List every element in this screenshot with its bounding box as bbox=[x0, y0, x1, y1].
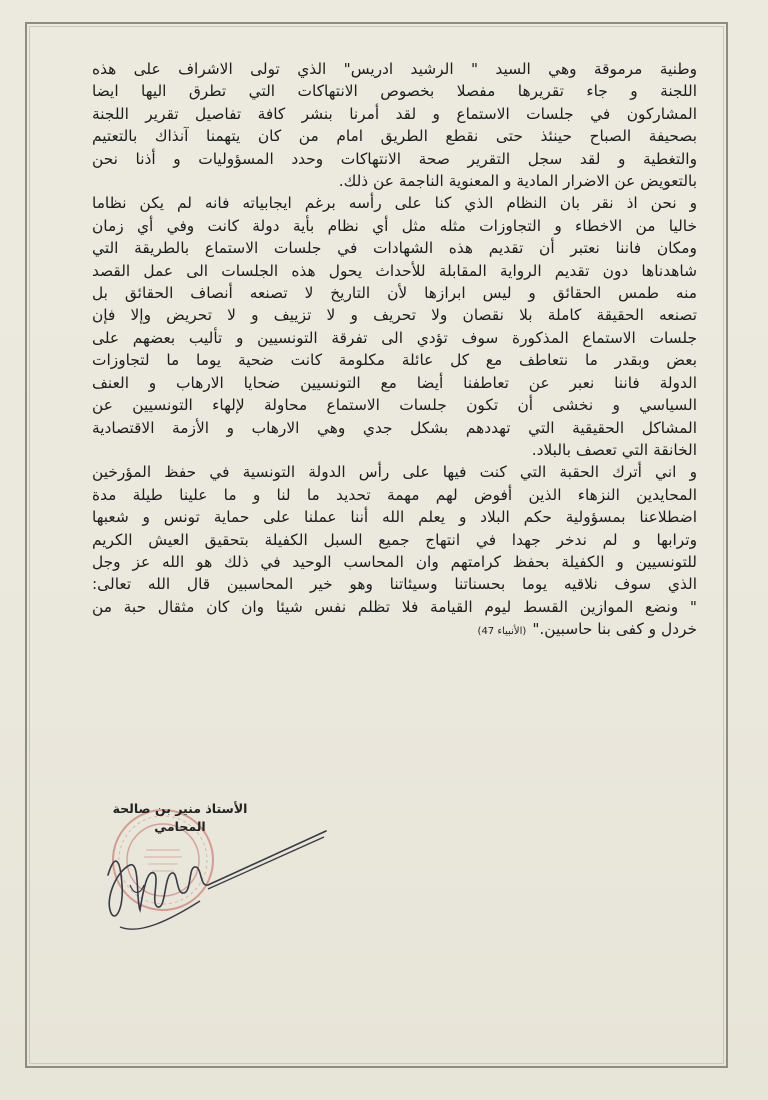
paragraph-3 bbox=[92, 461, 697, 643]
paragraph-1 bbox=[92, 58, 697, 192]
letter-body bbox=[92, 58, 697, 644]
text-line: و اني أترك الحقبة التي كنت فيها على رأس الدولة التونسية في حفظ المؤرخين bbox=[92, 463, 697, 482]
text-line: بالتعويض عن الاضرار المادية و المعنوية الناجمة عن ذلك. bbox=[338, 172, 697, 191]
text-line: السياسي و نخشى أن تكون جلسات الاستماع محاولة لإلهاء التونسيين عن bbox=[92, 396, 697, 415]
text-line: ومكان فاننا نعتبر أن تقديم هذه الشهادات في جلسات الاستماع بالطريقة التي bbox=[92, 239, 697, 258]
text-line: " ونضع الموازين القسط ليوم القيامة فلا تظلم نفس شيئا وان كان مثقال حبة من bbox=[92, 597, 697, 616]
signatory-name: الأستاذ منير بن صالحة bbox=[112, 801, 248, 816]
text-line: المحايدين النزهاء الذين أفوض لهم مهمة تحديد ما لنا و ما علينا طيلة مدة bbox=[92, 485, 697, 504]
signatory-title: المحامي bbox=[154, 819, 206, 834]
text-line: بعض وبقدر ما نتعاطف مع كل عائلة مكلومة كانت ضحية يوما ما لتجاوزات bbox=[92, 351, 697, 370]
text-line: وترابها و لم ندخر جهدا في انتهاج جميع السبل الكفيلة بتحقيق العيش الكريم bbox=[92, 530, 697, 549]
text-line: والتغطية و لقد سجل التقرير صحة الانتهاكات وحدد المسؤوليات و أذنا نحن bbox=[92, 149, 697, 168]
text-line: المشاكل الحقيقية التي تهددهم بشكل جدي وهي الارهاب و الأزمة الاقتصادية bbox=[92, 418, 697, 437]
quran-citation: (الأنبياء 47) bbox=[477, 626, 527, 638]
text-line bbox=[92, 618, 697, 643]
text-line: اللجنة و جاء تقريرها مفصلا بخصوص الانتهاكات التي تطرق اليها ايضا bbox=[92, 82, 697, 101]
text-line: خاليا من الاخطاء و التجاوزات مثله مثل أي نظام بأية دولة كانت وفي أي زمان bbox=[92, 216, 697, 235]
text-line: المشاركون في جلسات الاستماع و لقد أمرنا بنشر كافة تفاصيل تقرير اللجنة bbox=[92, 104, 697, 123]
handwritten-signature-icon bbox=[100, 815, 330, 945]
text-line: شاهدناها دون تقديم الرواية المقابلة للأحداث يحول هذه الجلسات الى عمل القصد bbox=[92, 261, 697, 280]
paragraph-2 bbox=[92, 192, 697, 461]
text-line: الخانقة التي تعصف بالبلاد. bbox=[531, 440, 697, 459]
text-line: و نحن اذ نقر بان النظام الذي كنا على رأسه برغم ايجابياته فانه لم يكن نظاما bbox=[92, 194, 697, 213]
text-line: الذي سوف نلاقيه يوما بحسناتنا وسيئاتنا وهو خير المحاسبين قال الله تعالى: bbox=[92, 575, 697, 594]
text-line: منه طمس الحقائق و ليس ابرازها لأن التاريخ لا تصنعه أنصاف الحقائق بل bbox=[92, 284, 697, 303]
text-line: تصنعه الحقيقة كاملة بلا نقصان ولا تحريف و لا تزييف و لا تحريض وإلا فإن bbox=[92, 306, 697, 325]
text-line: بصحيفة الصباح حينئذ حتى نقطع الطريق امام من كان يتهمنا آنذاك بالتعتيم bbox=[92, 127, 697, 146]
quote-end: خردل و كفى بنا حاسبين." bbox=[532, 620, 697, 639]
text-line: وطنية مرموقة وهي السيد " الرشيد ادريس" الذي تولى الاشراف على هذه bbox=[92, 60, 697, 78]
text-line: جلسات الاستماع المذكورة سوف تؤدي الى تفرقة التونسيين و تأليب بعضهم على bbox=[92, 328, 697, 347]
text-line: اضطلاعنا بمسؤولية حكم البلاد و يعلم الله أننا عملنا على حماية تونس و شعبها bbox=[92, 508, 697, 527]
text-line: للتونسيين و الكفيلة بحفظ كرامتهم وان المحاسب الوحيد في ذلك هو الله عز وجل bbox=[92, 552, 697, 571]
text-line: الدولة فاننا نعبر عن تعاطفنا أيضا مع التونسيين ضحايا الارهاب و العنف bbox=[92, 373, 697, 392]
